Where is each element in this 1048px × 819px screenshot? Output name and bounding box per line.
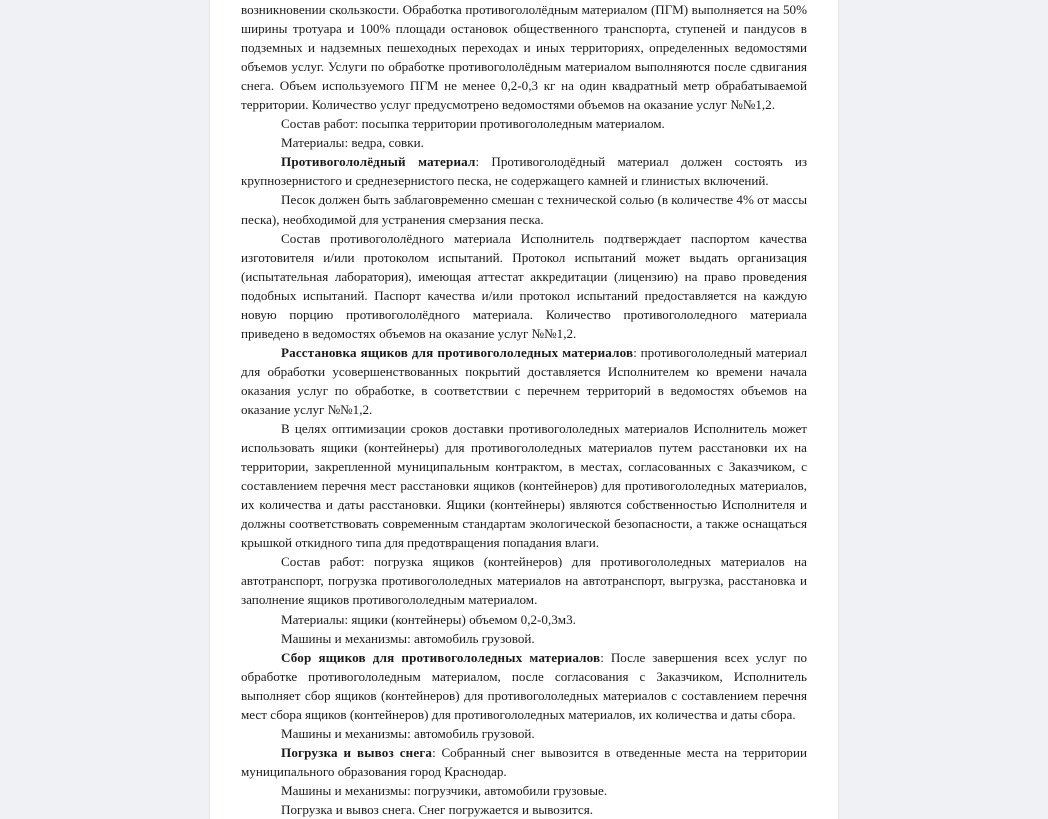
paragraph-text: Песок должен быть заблаговременно смешан с технической солью (в количестве 4% от массы песка), необходимой для устранения смерзания песка. — [241, 192, 807, 227]
run-in-heading: Сбор ящиков для противогололедных материалов — [281, 649, 601, 665]
paragraph-text: : Противоголодёдный материал должен состоять из крупнозернистого и среднезернистого песка, не содержащего камней и глинистых включений. — [241, 154, 807, 189]
paragraph-text: : противогололедный материал для обработки усовершенствованных покрытий доставляется Исполнителем ко времени начала оказания услуг по обработке, в соответствии с перечнем территорий в ведомостях объемов на оказание услуг №№1,2. — [241, 344, 807, 417]
paragraph-with-heading — [241, 743, 807, 781]
paragraph-text: возникновении скользкости. Обработка противогололёдным материалом (ПГМ) выполняется на 50% ширины тротуара и 100% площади остановок общественного транспорта, ступеней и пандусов в подземных и надземных пешеходных переходах и иных территориях, определенных ведомостями объемов услуг. Услуги по обработке противогололёдным материалом выполняются после сдвигания снега. Объем используемого ПГМ не менее 0,2-0,3 кг на один квадратный метр обрабатываемой территории. Количество услуг предусмотрено ведомостями объемов на оказание услуг №№1,2. — [241, 2, 807, 113]
paragraph-text: Машины и механизмы: автомобиль грузовой. — [281, 630, 535, 646]
paragraph — [241, 781, 807, 800]
paragraph — [241, 552, 807, 609]
page-text-body — [210, 0, 838, 819]
paragraph-text: Погрузка и вывоз снега. Снег погружается и вывозится. — [281, 801, 594, 817]
run-in-heading: Противогололёдный материал — [281, 154, 476, 170]
paragraph-text: Состав противогололёдного материала Исполнитель подтверждает паспортом качества изготовителя и/или протоколом испытаний. Протокол испытаний может выдать организация (испытательная лаборатория), имеющая аттестат аккредитации (лицензию) на право проведения подобных испытаний. Паспорт качества и/или протокол испытаний предоставляется на каждую новую порцию противогололёдного материала. Количество противогололедного материала приведено в ведомостях объемов на оказание услуг №№1,2. — [241, 230, 807, 341]
paragraph-text: : Собранный снег вывозится в отведенные места на территории муниципального образования город Краснодар. — [241, 744, 807, 779]
paragraph — [241, 229, 807, 343]
paragraph-text: : После завершения всех услуг по обработке противогололедным материалом, после согласования с Заказчиком, Исполнитель выполняет сбор ящиков (контейнеров) для противогололедных материалов с составлением перечня мест сбора ящиков (контейнеров) для противогололедных материалов, их количества и даты сбора. — [241, 649, 808, 722]
paragraph — [241, 190, 807, 228]
paragraph — [241, 610, 807, 629]
paragraph — [241, 419, 807, 552]
paragraph-text: Машины и механизмы: автомобиль грузовой. — [281, 725, 535, 741]
paragraph — [241, 629, 807, 648]
paragraph-with-heading — [241, 343, 807, 419]
paragraph — [241, 0, 807, 114]
paragraph-text: Состав работ: посыпка территории противогололедным материалом. — [281, 116, 665, 132]
paragraph-clipped — [241, 800, 807, 819]
paragraph-text: Машины и механизмы: погрузчики, автомобили грузовые. — [281, 782, 608, 798]
document-page — [210, 0, 838, 819]
paragraph — [241, 114, 807, 133]
paragraph-with-heading — [241, 152, 807, 190]
paragraph-with-heading — [241, 648, 807, 724]
paragraph — [241, 724, 807, 743]
run-in-heading: Погрузка и вывоз снега — [281, 744, 433, 760]
paragraph-text: Материалы: ящики (контейнеры) объемом 0,2-0,3м3. — [281, 611, 576, 627]
paragraph-text: Состав работ: погрузка ящиков (контейнеров) для противогололедных материалов на автотранспорт, погрузка противогололедных материалов на автотранспорт, выгрузка, расстановка и заполнение ящиков противогололедным материалом. — [241, 554, 807, 608]
paragraph — [241, 133, 807, 152]
paragraph-text: В целях оптимизации сроков доставки противогололедных материалов Исполнитель может использовать ящики (контейнеры) для противогололедных материалов путем расстановки их на территории, закрепленной муниципальным контрактом, в местах, согласованных с Заказчиком, с составлением перечня мест расстановки ящиков (контейнеров) для противогололедных материалов, их количества и даты расстановки. Ящики (контейнеры) являются собственностью Исполнителя и должны соответствовать современным стандартам экологической безопасности, а также оснащаться крышкой откидного типа для предотвращения попадания влаги. — [241, 421, 807, 551]
paragraph-text: Материалы: ведра, совки. — [281, 135, 424, 151]
run-in-heading: Расстановка ящиков для противогололедных материалов — [281, 344, 634, 360]
